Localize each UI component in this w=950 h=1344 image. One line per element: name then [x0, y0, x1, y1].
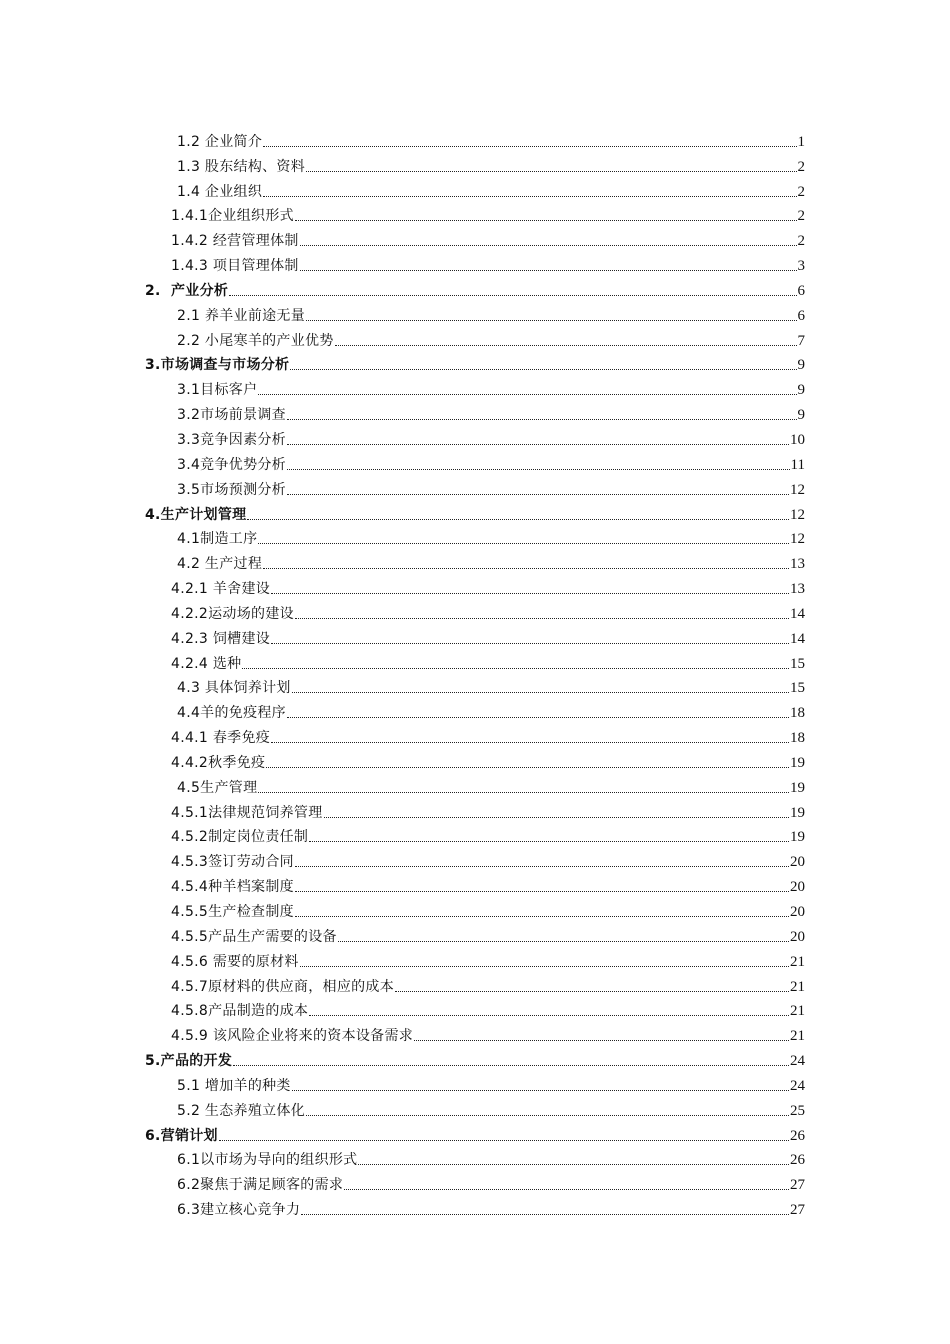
toc-dot-leader — [287, 469, 790, 470]
toc-page-number: 14 — [790, 630, 805, 647]
toc-entry[interactable] — [145, 772, 805, 797]
toc-entry[interactable] — [145, 524, 805, 549]
toc-entry[interactable] — [145, 126, 805, 151]
toc-dot-leader — [266, 767, 789, 768]
toc-entry[interactable] — [145, 623, 805, 648]
toc-page-number: 12 — [790, 531, 805, 548]
toc-entry-title: 4.生产计划管理 — [145, 506, 247, 523]
toc-page-number: 26 — [790, 1127, 805, 1144]
toc-page-number: 21 — [790, 1028, 805, 1045]
toc-entry[interactable] — [145, 399, 805, 424]
toc-entry-title: 4.2.1 羊舍建设 — [171, 581, 271, 598]
toc-dot-leader — [229, 295, 796, 296]
toc-entry-title: 1.4.1企业组织形式 — [171, 208, 294, 225]
toc-entry-title: 4.2.4 选种 — [171, 655, 242, 672]
toc-page-number: 20 — [790, 879, 805, 896]
toc-entry-title: 4.2 生产过程 — [177, 556, 263, 573]
toc-page-number: 18 — [790, 730, 805, 747]
toc-page-number: 21 — [790, 953, 805, 970]
toc-entry[interactable] — [145, 201, 805, 226]
toc-dot-leader — [271, 742, 789, 743]
toc-page-number: 15 — [790, 655, 805, 672]
toc-page-number: 2 — [797, 158, 805, 175]
table-of-contents — [145, 126, 805, 1219]
toc-dot-leader — [301, 1214, 789, 1215]
toc-dot-leader — [338, 941, 789, 942]
toc-dot-leader — [287, 444, 789, 445]
toc-entry[interactable] — [145, 151, 805, 176]
toc-entry-title: 4.5.8产品制造的成本 — [171, 1003, 309, 1020]
toc-page-number: 21 — [790, 1003, 805, 1020]
toc-page-number: 6 — [797, 307, 805, 324]
toc-dot-leader — [295, 891, 789, 892]
toc-dot-leader — [258, 543, 789, 544]
toc-entry-title: 6.营销计划 — [145, 1127, 218, 1144]
toc-dot-leader — [300, 966, 789, 967]
toc-entry[interactable] — [145, 325, 805, 350]
toc-dot-leader — [295, 916, 789, 917]
toc-page-number: 9 — [797, 382, 805, 399]
toc-entry-title: 4.2.3 饲槽建设 — [171, 630, 271, 647]
toc-entry[interactable] — [145, 449, 805, 474]
toc-dot-leader — [258, 394, 796, 395]
toc-entry[interactable] — [145, 996, 805, 1021]
toc-page-number: 7 — [797, 332, 805, 349]
toc-entry[interactable] — [145, 971, 805, 996]
toc-dot-leader — [287, 419, 797, 420]
toc-page-number: 12 — [790, 481, 805, 498]
toc-dot-leader — [292, 692, 789, 693]
toc-page-number: 19 — [790, 754, 805, 771]
toc-page-number: 19 — [790, 804, 805, 821]
toc-dot-leader — [306, 1115, 789, 1116]
toc-dot-leader — [263, 196, 796, 197]
toc-entry-title: 4.4.2秋季免疫 — [171, 754, 266, 771]
toc-entry[interactable] — [145, 499, 805, 524]
toc-entry-title: 3.5市场预测分析 — [177, 481, 286, 498]
toc-dot-leader — [292, 1090, 789, 1091]
toc-page-number: 13 — [790, 556, 805, 573]
toc-page-number: 20 — [790, 854, 805, 871]
toc-page-number: 24 — [790, 1077, 805, 1094]
toc-dot-leader — [263, 146, 796, 147]
toc-entry[interactable] — [145, 1045, 805, 1070]
toc-entry-title: 6.2聚焦于满足顾客的需求 — [177, 1177, 344, 1194]
toc-entry-title: 4.5.4种羊档案制度 — [171, 879, 294, 896]
toc-entry[interactable] — [145, 350, 805, 375]
toc-entry[interactable] — [145, 1145, 805, 1170]
toc-dot-leader — [287, 717, 789, 718]
toc-entry-title: 1.4.3 项目管理体制 — [171, 258, 299, 275]
toc-page-number: 15 — [790, 680, 805, 697]
toc-entry[interactable] — [145, 747, 805, 772]
toc-page-number: 20 — [790, 928, 805, 945]
toc-entry[interactable] — [145, 250, 805, 275]
toc-entry-title: 3.市场调查与市场分析 — [145, 357, 290, 374]
toc-entry-title: 1.2 企业简介 — [177, 133, 263, 150]
toc-entry-title: 4.3 具体饲养计划 — [177, 680, 291, 697]
toc-entry[interactable] — [145, 474, 805, 499]
toc-entry-title: 4.5生产管理 — [177, 779, 258, 796]
toc-dot-leader — [242, 668, 789, 669]
toc-dot-leader — [263, 568, 789, 569]
toc-entry[interactable] — [145, 896, 805, 921]
toc-dot-leader — [335, 345, 797, 346]
toc-dot-leader — [306, 171, 796, 172]
toc-page-number: 2 — [797, 183, 805, 200]
toc-entry[interactable] — [145, 673, 805, 698]
toc-entry-title: 5.2 生态养殖立体化 — [177, 1102, 306, 1119]
toc-entry-title: 4.2.2运动场的建设 — [171, 605, 294, 622]
toc-dot-leader — [300, 270, 797, 271]
toc-entry-title: 4.4羊的免疫程序 — [177, 705, 286, 722]
toc-dot-leader — [300, 245, 797, 246]
toc-entry[interactable] — [145, 1120, 805, 1145]
toc-entry[interactable] — [145, 548, 805, 573]
toc-entry-title: 4.5.7原材料的供应商，相应的成本 — [171, 978, 395, 995]
toc-entry-title: 3.3竞争因素分析 — [177, 431, 286, 448]
toc-dot-leader — [309, 1015, 789, 1016]
toc-entry[interactable] — [145, 275, 805, 300]
toc-entry[interactable] — [145, 797, 805, 822]
toc-page-number: 3 — [797, 258, 805, 275]
toc-entry-title: 4.1制造工序 — [177, 531, 258, 548]
toc-entry-title: 3.4竞争优势分析 — [177, 456, 286, 473]
toc-dot-leader — [271, 593, 789, 594]
toc-dot-leader — [309, 841, 789, 842]
toc-page-number: 21 — [790, 978, 805, 995]
toc-dot-leader — [306, 320, 796, 321]
toc-page-number: 12 — [790, 506, 805, 523]
toc-entry-title: 6.3建立核心竞争力 — [177, 1202, 301, 1219]
toc-entry-title: 5.1 增加羊的种类 — [177, 1077, 291, 1094]
toc-entry-title: 1.4 企业组织 — [177, 183, 263, 200]
toc-entry[interactable] — [145, 424, 805, 449]
toc-entry-title: 3.2市场前景调查 — [177, 407, 286, 424]
toc-dot-leader — [295, 866, 789, 867]
toc-entry-title: 4.5.5产品生产需要的设备 — [171, 928, 337, 945]
toc-dot-leader — [247, 519, 789, 520]
toc-dot-leader — [324, 817, 789, 818]
toc-entry-title: 4.5.3签订劳动合同 — [171, 854, 294, 871]
toc-page-number: 11 — [790, 456, 805, 473]
toc-entry[interactable] — [145, 1095, 805, 1120]
toc-entry-title: 2.2 小尾寒羊的产业优势 — [177, 332, 334, 349]
toc-page-number: 19 — [790, 829, 805, 846]
toc-entry-title: 4.5.6 需要的原材料 — [171, 953, 299, 970]
toc-dot-leader — [414, 1040, 789, 1041]
toc-entry[interactable] — [145, 176, 805, 201]
toc-page-number: 9 — [797, 407, 805, 424]
toc-entry[interactable] — [145, 374, 805, 399]
toc-entry-title: 4.5.5生产检查制度 — [171, 904, 294, 920]
toc-entry[interactable] — [145, 921, 805, 946]
toc-entry-title: 1.3 股东结构、资料 — [177, 158, 306, 175]
toc-page-number: 25 — [790, 1102, 805, 1119]
toc-entry[interactable] — [145, 573, 805, 598]
toc-entry-title: 5.产品的开发 — [145, 1053, 233, 1070]
toc-dot-leader — [295, 618, 789, 619]
toc-dot-leader — [271, 643, 789, 644]
toc-entry[interactable] — [145, 598, 805, 623]
toc-entry-title: 4.5.2制定岗位责任制 — [171, 829, 309, 846]
toc-entry[interactable] — [145, 300, 805, 325]
toc-page-number: 13 — [790, 581, 805, 598]
toc-page-number: 1 — [797, 133, 805, 150]
toc-entry[interactable] — [145, 871, 805, 896]
toc-page-number: 26 — [790, 1152, 805, 1169]
toc-entry[interactable] — [145, 1020, 805, 1045]
toc-entry-title: 4.5.1法律规范饲养管理 — [171, 804, 323, 821]
toc-entry-title: 4.5.9 该风险企业将来的资本设备需求 — [171, 1028, 414, 1045]
toc-entry[interactable] — [145, 722, 805, 747]
toc-dot-leader — [219, 1140, 789, 1141]
toc-entry-title: 1.4.2 经营管理体制 — [171, 233, 299, 250]
toc-dot-leader — [290, 369, 796, 370]
toc-entry[interactable] — [145, 1169, 805, 1194]
toc-entry[interactable] — [145, 946, 805, 971]
toc-page-number: 10 — [790, 431, 805, 448]
toc-entry[interactable] — [145, 822, 805, 847]
toc-dot-leader — [287, 494, 789, 495]
toc-entry[interactable] — [145, 1070, 805, 1095]
toc-page-number: 18 — [790, 705, 805, 722]
toc-dot-leader — [358, 1164, 789, 1165]
toc-dot-leader — [258, 792, 789, 793]
toc-page-number: 20 — [790, 904, 805, 920]
toc-page-number: 24 — [790, 1053, 805, 1070]
toc-page-number: 14 — [790, 605, 805, 622]
toc-entry-title: 6.1以市场为导向的组织形式 — [177, 1152, 358, 1169]
toc-dot-leader — [233, 1065, 789, 1066]
toc-dot-leader — [344, 1189, 789, 1190]
toc-page-number: 19 — [790, 779, 805, 796]
toc-entry-title: 2. 产业分析 — [145, 282, 229, 299]
toc-entry-title: 3.1目标客户 — [177, 382, 258, 399]
toc-entry[interactable] — [145, 648, 805, 673]
toc-page-number: 2 — [797, 208, 805, 225]
toc-entry[interactable] — [145, 225, 805, 250]
toc-entry[interactable] — [145, 846, 805, 871]
toc-page-number: 9 — [797, 357, 805, 374]
toc-page-number: 2 — [797, 233, 805, 250]
toc-entry-title: 2.1 养羊业前途无量 — [177, 307, 306, 324]
toc-entry-title: 4.4.1 春季免疫 — [171, 730, 271, 747]
toc-page-number: 6 — [797, 282, 805, 299]
toc-entry[interactable] — [145, 1194, 805, 1219]
toc-dot-leader — [395, 991, 789, 992]
toc-dot-leader — [295, 220, 797, 221]
toc-page-number: 27 — [790, 1202, 805, 1219]
toc-entry[interactable] — [145, 697, 805, 722]
toc-page-number: 27 — [790, 1177, 805, 1194]
